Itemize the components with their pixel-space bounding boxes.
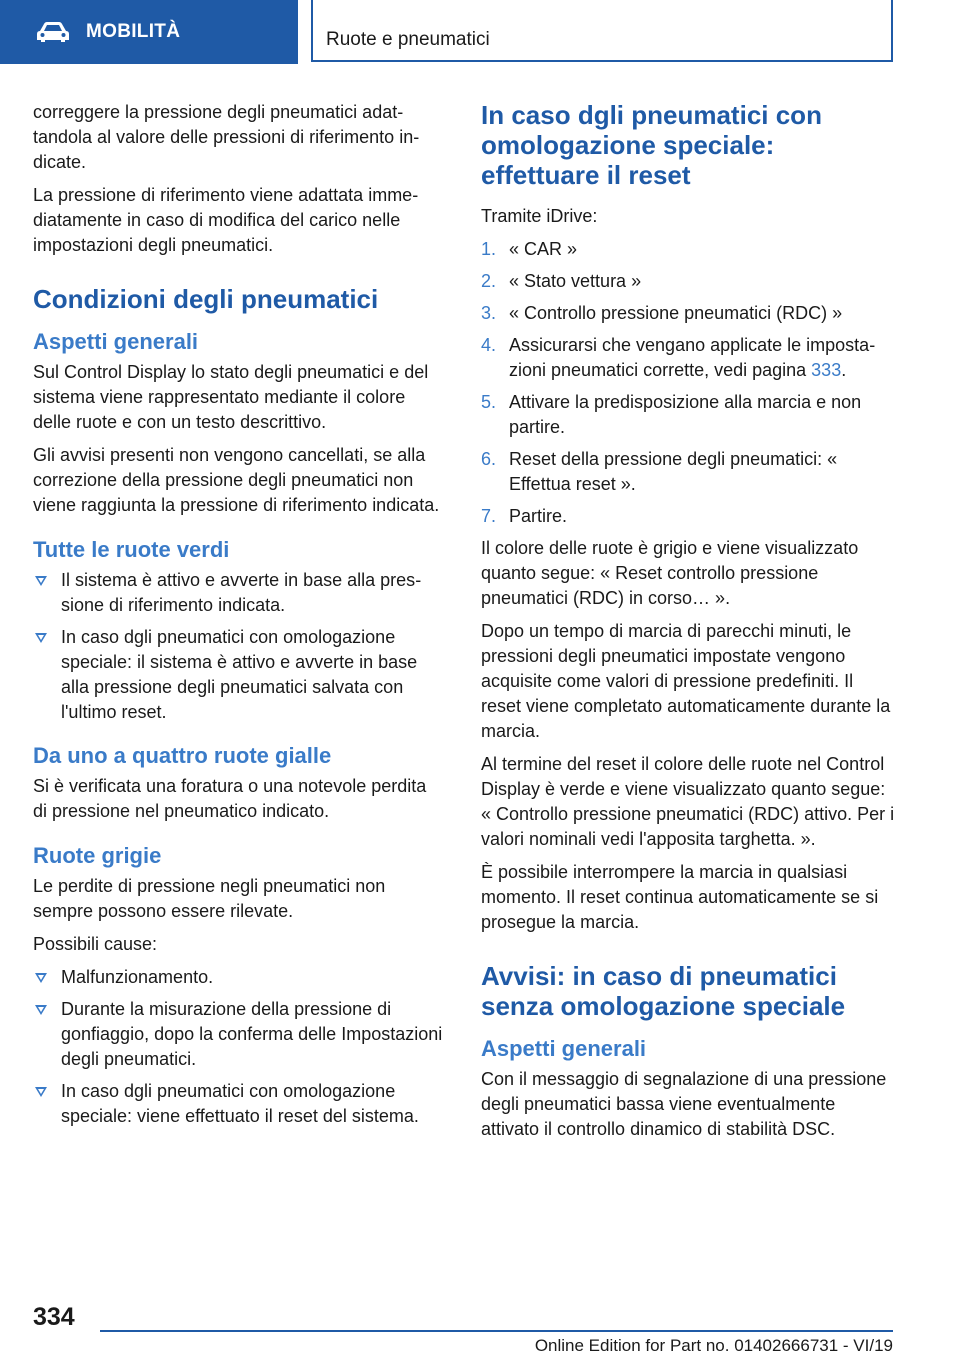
- triangle-bullet-icon: [35, 1005, 47, 1015]
- intro-paragraph-1: correggere la pressione degli pneumatici adattandola al valore delle pressioni di riferimento indicate.: [33, 102, 420, 172]
- step-item: 7. Partire.: [481, 506, 568, 526]
- page-link[interactable]: 333: [811, 360, 842, 380]
- intro-paragraph-2: La pressione di riferimento viene adattata immediatamente in caso di modifica del carico nelle impostazioni degli pneumatici.: [33, 185, 419, 255]
- avvisi-paragraph: Con il messaggio di segnalazione di una pressione degli pneumatici bassa viene eventualmente attivato il controllo dinamico di stabilità DSC.: [481, 1069, 887, 1139]
- section-label: MOBILITÀ: [86, 21, 181, 42]
- step-item: 2. « Stato vettura »: [481, 271, 642, 291]
- reset-paragraph-2: Dopo un tempo di marcia di parecchi minuti, le pressioni degli pneumatici impostate vengono acquisite come valori di pressione predefiniti. Il reset viene completato automaticamente durante la marcia.: [481, 621, 891, 741]
- right-column: [481, 100, 897, 1150]
- heading-condizioni: Condizioni degli pneumatici: [33, 284, 379, 314]
- footer-divider: [100, 1330, 893, 1332]
- step-item: 5. Attivare la predisposizione alla marcia e non partire.: [481, 392, 862, 437]
- list-item: Durante la misurazione della pressione di gonfiaggio, dopo la conferma delle Impostazioni degli pneumatici.: [33, 997, 443, 1072]
- gialle-paragraph: Si è verificata una foratura o una notevole perdita di pressione nel pneumatico indicato.: [33, 776, 427, 821]
- list-item: Malfunzionamento.: [33, 965, 443, 990]
- left-column: [33, 100, 443, 1136]
- triangle-bullet-icon: [35, 973, 47, 983]
- triangle-bullet-icon: [35, 1087, 47, 1097]
- step-item: 6. Reset della pressione degli pneumatici: « Effettua reset ».: [481, 449, 838, 494]
- aspetti-paragraph-1: Sul Control Display lo stato degli pneumatici e del sistema viene rappresentato mediante il colore delle ruote e con un testo descrittivo.: [33, 362, 429, 432]
- reset-intro: Tramite iDrive:: [481, 206, 598, 226]
- edition-text: Online Edition for Part no. 01402666731 - VI/19: [534, 1336, 893, 1355]
- grigie-paragraph-2: Possibili cause:: [33, 934, 158, 954]
- grigie-list: [33, 965, 443, 1129]
- list-item: In caso dgli pneumatici con omologazione speciale: il sistema è attivo e avverte in base alla pressione degli pneumatici salvata con l'ultimo reset.: [33, 625, 443, 725]
- heading-ruote-verdi: Tutte le ruote verdi: [33, 537, 230, 562]
- reset-paragraph-4: È possibile interrompere la marcia in qualsiasi momento. Il reset continua automaticamente se si prosegue la marcia.: [481, 862, 879, 932]
- triangle-bullet-icon: [35, 633, 47, 643]
- car-icon: [36, 21, 70, 43]
- grigie-paragraph-1: Le perdite di pressione negli pneumatici non sempre possono essere rilevate.: [33, 876, 386, 921]
- reset-paragraph-3: Al termine del reset il colore delle ruote nel Control Display è verde e viene visualizzato quanto segue: « Controllo pressione pneumatici (RDC) attivo. Per i valori nominali vedi l'apposita targhetta. ».: [481, 754, 895, 849]
- triangle-bullet-icon: [35, 576, 47, 586]
- list-item: Il sistema è attivo e avverte in base alla pressione di riferimento indicata.: [33, 568, 443, 618]
- page-number: 334: [33, 1303, 75, 1331]
- chapter-title: Ruote e pneumatici: [311, 0, 893, 62]
- step-item: 3. « Controllo pressione pneumatici (RDC) »: [481, 303, 843, 323]
- aspetti-paragraph-2: Gli avvisi presenti non vengono cancellati, se alla correzione della pressione degli pneumatici non viene raggiunta la pressione di riferimento indicata.: [33, 445, 440, 515]
- section-tab[interactable]: [0, 0, 298, 64]
- verdi-list: [33, 568, 443, 725]
- step-item: 4. Assicurarsi che vengano applicate le impostazioni pneumatici corrette, vedi pagina 333.: [481, 335, 876, 380]
- heading-aspetti-generali: Aspetti generali: [33, 329, 199, 354]
- reset-steps: [481, 237, 897, 529]
- heading-ruote-gialle: Da uno a quattro ruote gialle: [33, 743, 332, 768]
- heading-reset: In caso dgli pneumatici con omologazione speciale: effettuare il reset: [481, 100, 822, 190]
- heading-avvisi: Avvisi: in caso di pneumatici senza omologazione speciale: [481, 961, 846, 1021]
- step-item: 1. « CAR »: [481, 239, 578, 259]
- reset-paragraph-1: Il colore delle ruote è grigio e viene visualizzato quanto segue: « Reset controllo pressione pneumatici (RDC) in corso… ».: [481, 538, 859, 608]
- heading-ruote-grigie: Ruote grigie: [33, 843, 162, 868]
- list-item: In caso dgli pneumatici con omologazione speciale: viene effettuato il reset del sistema.: [33, 1079, 443, 1129]
- heading-aspetti-generali-2: Aspetti generali: [481, 1036, 647, 1061]
